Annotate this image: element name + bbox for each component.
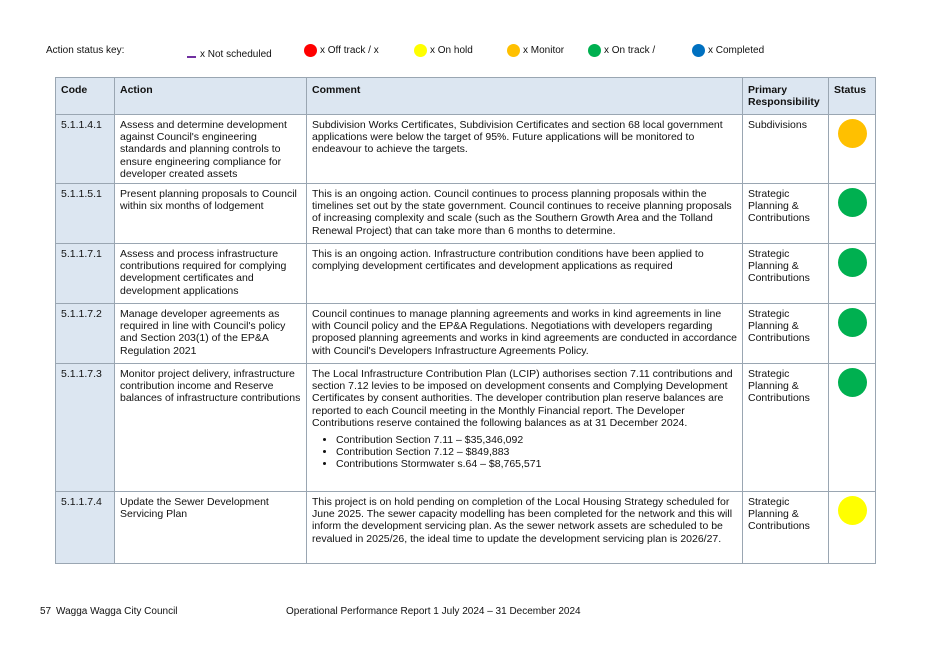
header-comment: Comment (307, 78, 743, 115)
row-responsibility: Strategic Planning & Contributions (743, 492, 829, 564)
status-key (0, 44, 928, 64)
status-dot-icon (838, 248, 867, 277)
key-item-off-track (304, 44, 379, 57)
row-comment: Council continues to manage planning agreements and works in kind agreements in line with Council policy and the EP&A Regulations. Negotiations with developers regarding proposed planning agreements and works in kind agreements are conducted in accordance with Council's Developers Infrastructure Agreements Policy. (307, 304, 743, 364)
table-row (56, 184, 876, 244)
table-header-row (56, 78, 876, 115)
row-code: 5.1.1.7.2 (56, 304, 115, 364)
row-action: Assess and process infrastructure contributions required for complying development certificates and development applications (115, 244, 307, 304)
key-item-label: x On hold (430, 45, 473, 56)
status-dot-icon (838, 119, 867, 148)
row-comment: This project is on hold pending on completion of the Local Housing Strategy scheduled for June 2025. The sewer capacity modelling has been completed for the network and this will inform the development servicing plan. As the sewer network assets are scheduled to be revalued in 2025/26, the ideal time to update the development servicing plan is 2026/27. (307, 492, 743, 564)
row-status-cell (829, 492, 876, 564)
page-number: 57 (40, 606, 52, 617)
header-status: Status (829, 78, 876, 115)
status-dot-icon (838, 188, 867, 217)
header-action: Action (115, 78, 307, 115)
row-action: Update the Sewer Development Servicing Plan (115, 492, 307, 564)
balances-list (312, 434, 737, 471)
key-item-label: x Not scheduled (200, 49, 272, 60)
row-comment: This is an ongoing action. Council continues to process planning proposals within the timelines set out by the state government. Council continues to receive planning proposals of increasing complexity and scale (such as the Southern Growth Area and the Tolland Renewal Project) that can take more than 6 months to determine. (307, 184, 743, 244)
row-status-cell (829, 184, 876, 244)
row-status-cell (829, 115, 876, 184)
key-item-on-hold (414, 44, 473, 57)
green-status-dot-icon (588, 44, 601, 57)
row-action: Assess and determine development against Council's engineering standards and planning controls to ensure engineering compliance for developer created assets (115, 115, 307, 184)
key-item-label: x Completed (708, 45, 765, 56)
table-row (56, 364, 876, 492)
key-item-completed (692, 44, 764, 57)
status-dot-icon (838, 308, 867, 337)
row-code: 5.1.1.7.4 (56, 492, 115, 564)
row-responsibility: Strategic Planning & Contributions (743, 304, 829, 364)
footer-organisation: Wagga Wagga City Council (56, 606, 178, 617)
key-item-monitor (507, 44, 564, 57)
row-code: 5.1.1.7.3 (56, 364, 115, 492)
table-row (56, 115, 876, 184)
status-key-title: Action status key: (46, 45, 125, 56)
row-responsibility: Strategic Planning & Contributions (743, 184, 829, 244)
row-code: 5.1.1.7.1 (56, 244, 115, 304)
key-item-not-scheduled (187, 44, 272, 60)
row-comment: The Local Infrastructure Contribution Plan (LCIP) authorises section 7.11 contributions and section 7.12 levies to be imposed on development consents and Complying Development Certificates by consent authorities. The developer contribution plan reserve balances are reported to each Council meeting in the Monthly Financial report. The Developer Contributions reserve contained the following balances as at 31 December 2024. (312, 368, 733, 429)
yellow-status-dot-icon (414, 44, 427, 57)
row-action: Present planning proposals to Council within six months of lodgement (115, 184, 307, 244)
row-status-cell (829, 304, 876, 364)
blue-status-dot-icon (692, 44, 705, 57)
actions-table (55, 77, 876, 564)
key-item-on-track (588, 44, 655, 57)
table-row (56, 492, 876, 564)
status-dot-icon (838, 368, 867, 397)
row-code: 5.1.1.4.1 (56, 115, 115, 184)
row-action: Manage developer agreements as required in line with Council's policy and Section 203(1) of the EP&A Regulation 2021 (115, 304, 307, 364)
header-code: Code (56, 78, 115, 115)
red-status-dot-icon (304, 44, 317, 57)
table-row (56, 304, 876, 364)
row-status-cell (829, 364, 876, 492)
header-responsibility: Primary Responsibility (743, 78, 829, 115)
row-comment: Subdivision Works Certificates, Subdivision Certificates and section 68 local government applications were below the target of 95%. Future applications will be monitored to endeavour to achieve the targets. (307, 115, 743, 184)
key-item-label: x On track / (604, 45, 656, 56)
list-item: • Contribution Section 7.12 – $849,883 (336, 446, 737, 458)
key-item-label: x Off track / x (320, 45, 379, 56)
row-responsibility: Strategic Planning & Contributions (743, 364, 829, 492)
row-comment: This is an ongoing action. Infrastructure contribution conditions have been applied to complying development certificates and development applications as required (307, 244, 743, 304)
row-responsibility: Subdivisions (743, 115, 829, 184)
status-dot-icon (838, 496, 867, 525)
row-code: 5.1.1.5.1 (56, 184, 115, 244)
row-action: Monitor project delivery, infrastructure contribution income and Reserve balances of infrastructure contributions (115, 364, 307, 492)
row-comment-cell (307, 364, 743, 492)
list-item: • Contributions Stormwater s.64 – $8,765,571 (336, 458, 737, 470)
list-item: • Contribution Section 7.11 – $35,346,092 (336, 434, 737, 446)
key-item-label: x Monitor (523, 45, 565, 56)
not-scheduled-dash-icon (187, 56, 196, 58)
amber-status-dot-icon (507, 44, 520, 57)
footer-report-title: Operational Performance Report 1 July 2024 – 31 December 2024 (286, 606, 581, 617)
table-row (56, 244, 876, 304)
row-status-cell (829, 244, 876, 304)
row-responsibility: Strategic Planning & Contributions (743, 244, 829, 304)
